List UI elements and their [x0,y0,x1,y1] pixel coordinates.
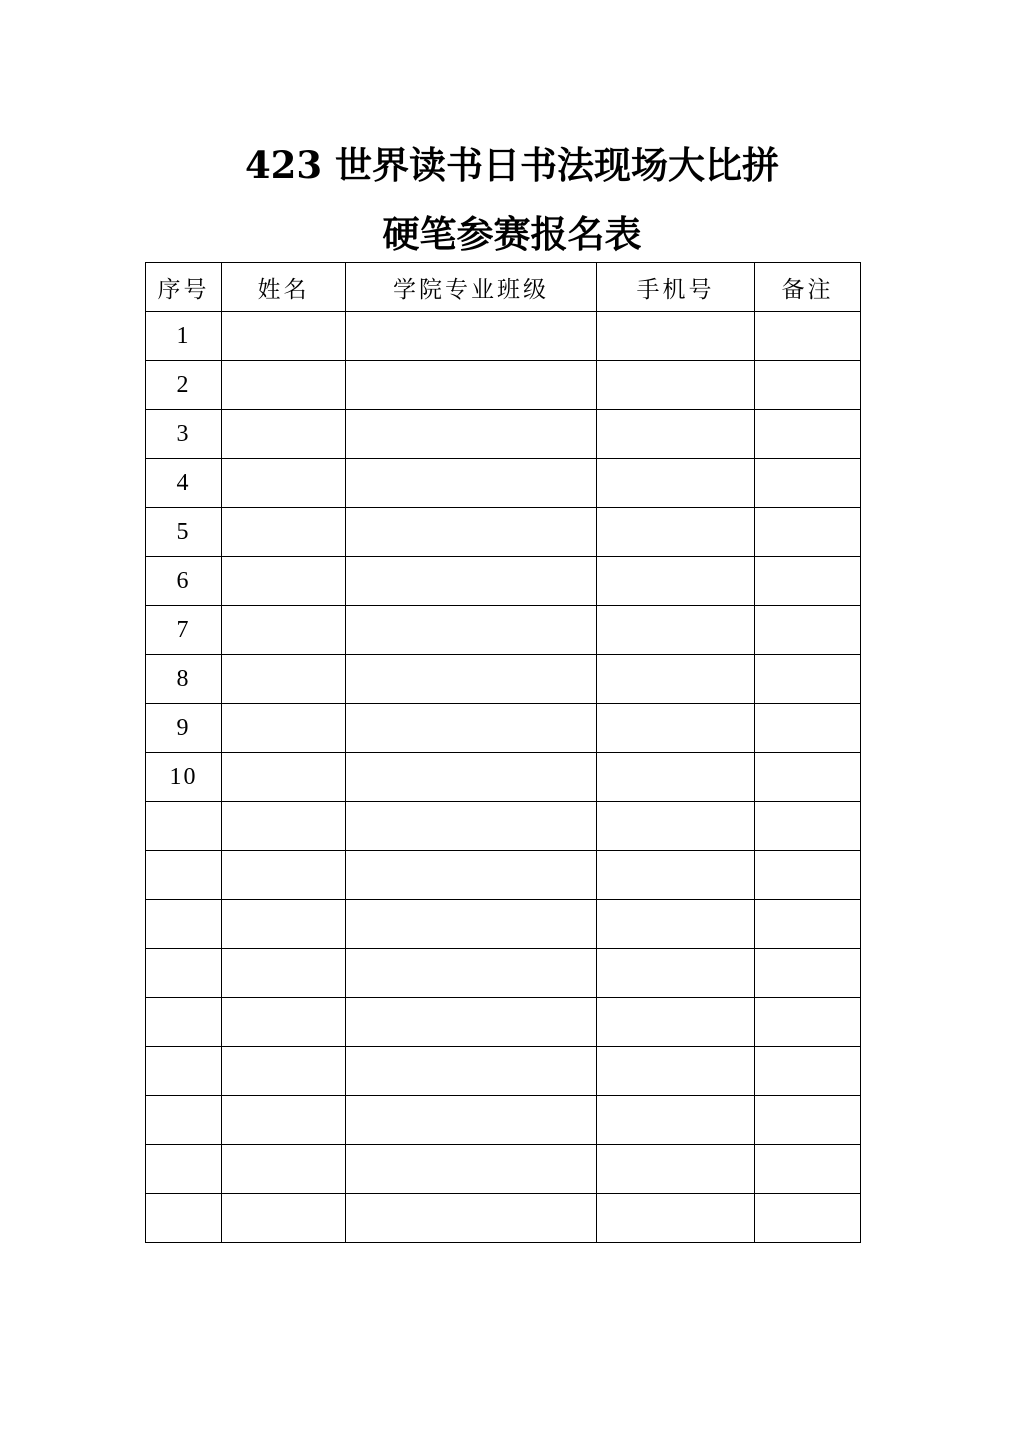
phone-cell [597,606,755,655]
table-row [146,410,861,459]
name-cell [222,312,346,361]
remarks-cell [755,1194,861,1243]
table-row [146,753,861,802]
name-cell [222,851,346,900]
table-row [146,998,861,1047]
phone-cell [597,704,755,753]
name-cell [222,606,346,655]
header-remarks: 备注 [755,263,861,312]
table-row [146,802,861,851]
name-cell [222,508,346,557]
remarks-cell [755,753,861,802]
phone-cell [597,508,755,557]
seq-cell [146,1194,222,1243]
college-major-class-cell [346,557,597,606]
college-major-class-cell [346,704,597,753]
seq-cell: 4 [146,459,222,508]
table-row [146,361,861,410]
seq-cell: 3 [146,410,222,459]
header-name: 姓名 [222,263,346,312]
remarks-cell [755,508,861,557]
table-header-row [146,263,861,312]
college-major-class-cell [346,998,597,1047]
seq-cell: 5 [146,508,222,557]
table-row [146,459,861,508]
remarks-cell [755,655,861,704]
table-row [146,900,861,949]
seq-cell: 9 [146,704,222,753]
name-cell [222,1145,346,1194]
college-major-class-cell [346,655,597,704]
table-row [146,949,861,998]
seq-cell: 6 [146,557,222,606]
name-cell [222,410,346,459]
remarks-cell [755,851,861,900]
name-cell [222,655,346,704]
college-major-class-cell [346,606,597,655]
phone-cell [597,1194,755,1243]
name-cell [222,998,346,1047]
table-row [146,655,861,704]
name-cell [222,1047,346,1096]
name-cell [222,361,346,410]
college-major-class-cell [346,459,597,508]
table-row [146,1047,861,1096]
college-major-class-cell [346,802,597,851]
phone-cell [597,1096,755,1145]
seq-cell: 7 [146,606,222,655]
table-row [146,508,861,557]
form-title: 423 世界读书日书法现场大比拼 [244,143,780,187]
phone-cell [597,1145,755,1194]
college-major-class-cell [346,508,597,557]
phone-cell [597,361,755,410]
college-major-class-cell [346,1047,597,1096]
college-major-class-cell [346,1096,597,1145]
phone-cell [597,900,755,949]
college-major-class-cell [346,1145,597,1194]
name-cell [222,704,346,753]
remarks-cell [755,410,861,459]
remarks-cell [755,704,861,753]
remarks-cell [755,1145,861,1194]
table-row [146,557,861,606]
remarks-cell [755,606,861,655]
seq-cell [146,1145,222,1194]
seq-cell [146,1047,222,1096]
phone-cell [597,459,755,508]
name-cell [222,557,346,606]
remarks-cell [755,361,861,410]
header-college-major-class: 学院专业班级 [346,263,597,312]
remarks-cell [755,557,861,606]
form-subtitle: 硬笔参赛报名表 [382,212,642,256]
header-seq: 序号 [146,263,222,312]
table-row [146,851,861,900]
remarks-cell [755,998,861,1047]
table-row [146,312,861,361]
phone-cell [597,851,755,900]
phone-cell [597,312,755,361]
college-major-class-cell [346,900,597,949]
table-body [146,312,861,1243]
college-major-class-cell [346,753,597,802]
college-major-class-cell [346,410,597,459]
name-cell [222,459,346,508]
table-row [146,1145,861,1194]
table-row [146,606,861,655]
phone-cell [597,557,755,606]
phone-cell [597,802,755,851]
phone-cell [597,410,755,459]
remarks-cell [755,802,861,851]
phone-cell [597,998,755,1047]
name-cell [222,1096,346,1145]
table-row [146,704,861,753]
remarks-cell [755,949,861,998]
seq-cell: 8 [146,655,222,704]
seq-cell [146,1096,222,1145]
remarks-cell [755,459,861,508]
college-major-class-cell [346,949,597,998]
college-major-class-cell [346,851,597,900]
name-cell [222,900,346,949]
remarks-cell [755,1047,861,1096]
seq-cell: 1 [146,312,222,361]
college-major-class-cell [346,1194,597,1243]
registration-table [145,262,861,1243]
seq-cell [146,900,222,949]
remarks-cell [755,900,861,949]
phone-cell [597,753,755,802]
seq-cell [146,802,222,851]
seq-cell [146,851,222,900]
remarks-cell [755,1096,861,1145]
college-major-class-cell [346,312,597,361]
phone-cell [597,655,755,704]
name-cell [222,949,346,998]
table-row [146,1194,861,1243]
phone-cell [597,1047,755,1096]
header-phone: 手机号 [597,263,755,312]
seq-cell: 2 [146,361,222,410]
name-cell [222,1194,346,1243]
name-cell [222,753,346,802]
phone-cell [597,949,755,998]
seq-cell [146,998,222,1047]
remarks-cell [755,312,861,361]
seq-cell: 10 [146,753,222,802]
college-major-class-cell [346,361,597,410]
name-cell [222,802,346,851]
seq-cell [146,949,222,998]
table-row [146,1096,861,1145]
